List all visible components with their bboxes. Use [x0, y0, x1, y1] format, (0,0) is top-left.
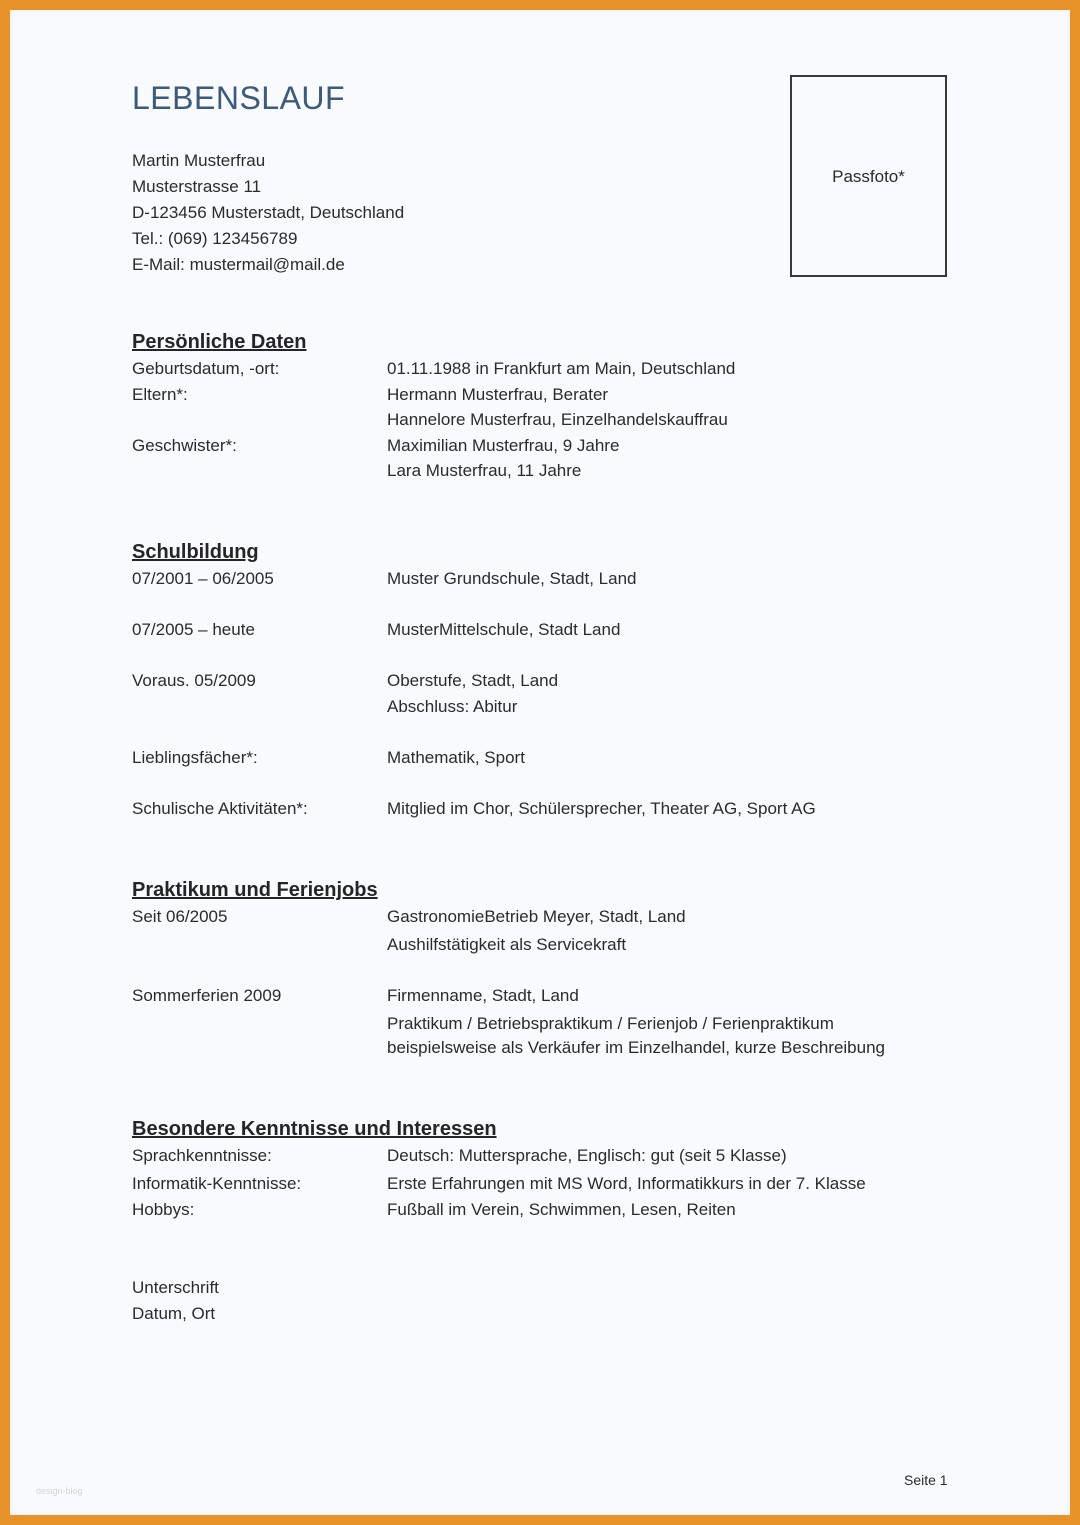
- row-label: Sprachkenntnisse:: [132, 1146, 272, 1165]
- row-value: Mitglied im Chor, Schülersprecher, Theater AG, Sport AG: [387, 798, 816, 818]
- table-row: [132, 1011, 952, 1035]
- table-row: [132, 1035, 952, 1061]
- date-place-label: Datum, Ort: [132, 1304, 216, 1323]
- row-value: Mathematik, Sport: [387, 747, 525, 767]
- table-row: [132, 932, 952, 983]
- section-heading: Besondere Kenntnisse und Interessen: [132, 1118, 497, 1140]
- contact-name: Martin Musterfrau: [132, 151, 266, 170]
- row-value: Erste Erfahrungen mit MS Word, Informatikkurs in der 7. Klasse: [387, 1174, 866, 1193]
- row-value: Aushilfstätigkeit als Servicekraft: [387, 935, 627, 954]
- row-value: Hermann Musterfrau, Berater: [387, 384, 609, 404]
- contact-phone: Tel.: (069) 123456789: [132, 229, 298, 248]
- table-row: [132, 694, 952, 745]
- row-label: Informatik-Kenntnisse:: [132, 1174, 302, 1193]
- row-label: Geburtsdatum, -ort:: [132, 359, 280, 378]
- row-value: Firmenname, Stadt, Land: [387, 986, 579, 1005]
- section-skills: [132, 1115, 952, 1222]
- row-label: 07/2001 – 06/2005: [132, 569, 274, 588]
- table-row: [132, 983, 952, 1011]
- contact-city: D-123456 Musterstadt, Deutschland: [132, 203, 405, 222]
- row-value: Praktikum / Betriebspraktikum / Ferienjob / Ferienpraktikum: [387, 1014, 834, 1033]
- row-label: Eltern*:: [132, 384, 188, 404]
- document-page: [10, 10, 1070, 1515]
- row-label: Seit 06/2005: [132, 907, 228, 926]
- row-value: Deutsch: Muttersprache, Englisch: gut (seit 5 Klasse): [387, 1146, 787, 1165]
- table-row: [132, 382, 952, 408]
- table-row: [132, 433, 952, 459]
- row-value: 01.11.1988 in Frankfurt am Main, Deutschland: [387, 359, 736, 378]
- row-label: Lieblingsfächer*:: [132, 747, 258, 767]
- row-label: Hobbys:: [132, 1199, 195, 1219]
- row-label: Geschwister*:: [132, 435, 237, 455]
- page-number: Seite 1: [904, 1472, 948, 1488]
- contact-street: Musterstrasse 11: [132, 177, 262, 196]
- row-value: Muster Grundschule, Stadt, Land: [387, 569, 637, 588]
- section-school: [132, 538, 952, 821]
- photo-label: Passfoto*: [832, 167, 905, 186]
- table-row: [132, 668, 952, 694]
- row-label: 07/2005 – heute: [132, 620, 255, 639]
- row-value: GastronomieBetrieb Meyer, Stadt, Land: [387, 907, 686, 926]
- row-value: beispielsweise als Verkäufer im Einzelhandel, kurze Beschreibung: [387, 1038, 885, 1057]
- table-row: [132, 407, 952, 433]
- contact-block: [132, 148, 404, 278]
- section-jobs: [132, 876, 952, 1061]
- row-value: Hannelore Musterfrau, Einzelhandelskauffrau: [387, 410, 728, 429]
- passport-photo-placeholder: [790, 75, 947, 277]
- row-label: Voraus. 05/2009: [132, 671, 256, 690]
- section-personal: [132, 328, 952, 484]
- row-value: MusterMittelschule, Stadt Land: [387, 620, 621, 639]
- table-row: [132, 356, 952, 382]
- section-heading: Persönliche Daten: [132, 331, 307, 353]
- signature-label: Unterschrift: [132, 1278, 219, 1297]
- section-heading: Praktikum und Ferienjobs: [132, 879, 378, 901]
- row-label: Sommerferien 2009: [132, 986, 282, 1005]
- signature-block: [132, 1275, 219, 1327]
- table-row: [132, 904, 952, 932]
- table-row: [132, 566, 952, 617]
- table-row: [132, 1143, 952, 1171]
- watermark-text: design-blog: [36, 1486, 83, 1496]
- table-row: [132, 796, 952, 822]
- contact-email: E-Mail: mustermail@mail.de: [132, 255, 345, 274]
- table-row: [132, 1171, 952, 1197]
- table-row: [132, 458, 952, 484]
- row-value: Oberstufe, Stadt, Land: [387, 671, 559, 690]
- table-row: [132, 1197, 952, 1223]
- row-value: Lara Musterfrau, 11 Jahre: [387, 461, 582, 480]
- section-heading: Schulbildung: [132, 541, 259, 563]
- row-value: Fußball im Verein, Schwimmen, Lesen, Reiten: [387, 1199, 736, 1219]
- row-label: Schulische Aktivitäten*:: [132, 798, 308, 818]
- row-value: Abschluss: Abitur: [387, 696, 518, 716]
- table-row: [132, 745, 952, 796]
- row-value: Maximilian Musterfrau, 9 Jahre: [387, 435, 620, 455]
- document-title: LEBENSLAUF: [132, 80, 346, 116]
- table-row: [132, 617, 952, 668]
